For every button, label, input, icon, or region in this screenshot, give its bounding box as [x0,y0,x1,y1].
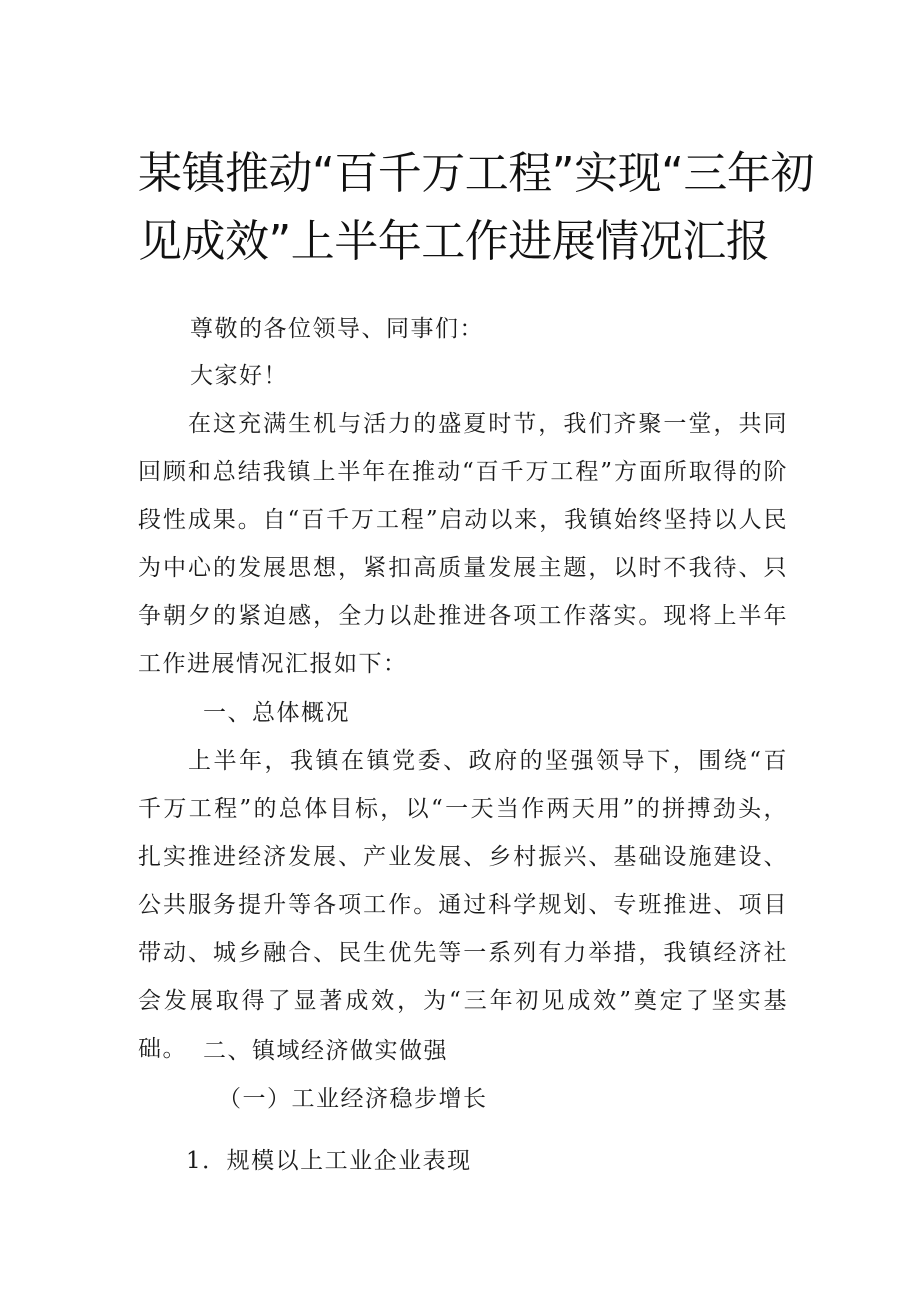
subsection-heading-industry: （一）工业经济稳步增长 [218,1086,488,1112]
greeting: 大家好！ [190,363,288,389]
section-heading-overview: 一、总体概况 [203,700,350,726]
salutation: 尊敬的各位领导、同事们： [190,316,484,342]
section-heading-economy: 二、镇域经济做实做强 [203,1038,448,1064]
overview-paragraph: 上半年，我镇在镇党委、政府的坚强领导下，围绕“百千万工程”的总体目标，以“一天当作两天用”的拼搏劲头，扎实推进经济发展、产业发展、乡村振兴、基础设施建设、公共服务提升等各项工作。通过科学规划、专班推进、项目带动、城乡融合、民生优先等一系列有力举措，我镇经济社会发展取得了显著成效，为“三年初见成效”奠定了坚实基础。 [138,748,788,1062]
item-heading-enterprises: 1．规模以上工业企业表现 [186,1148,472,1174]
intro-paragraph: 在这充满生机与活力的盛夏时节，我们齐聚一堂，共同回顾和总结我镇上半年在推动“百千万工程”方面所取得的阶段性成果。自“百千万工程”启动以来，我镇始终坚持以人民为中心的发展思想，紧扣高质量发展主题，以时不我待、只争朝夕的紧迫感，全力以赴推进各项工作落实。现将上半年工作进展情况汇报如下： [138,411,788,677]
document-title: 某镇推动“百千万工程”实现“三年初见成效”上半年工作进展情况汇报 [138,148,814,267]
